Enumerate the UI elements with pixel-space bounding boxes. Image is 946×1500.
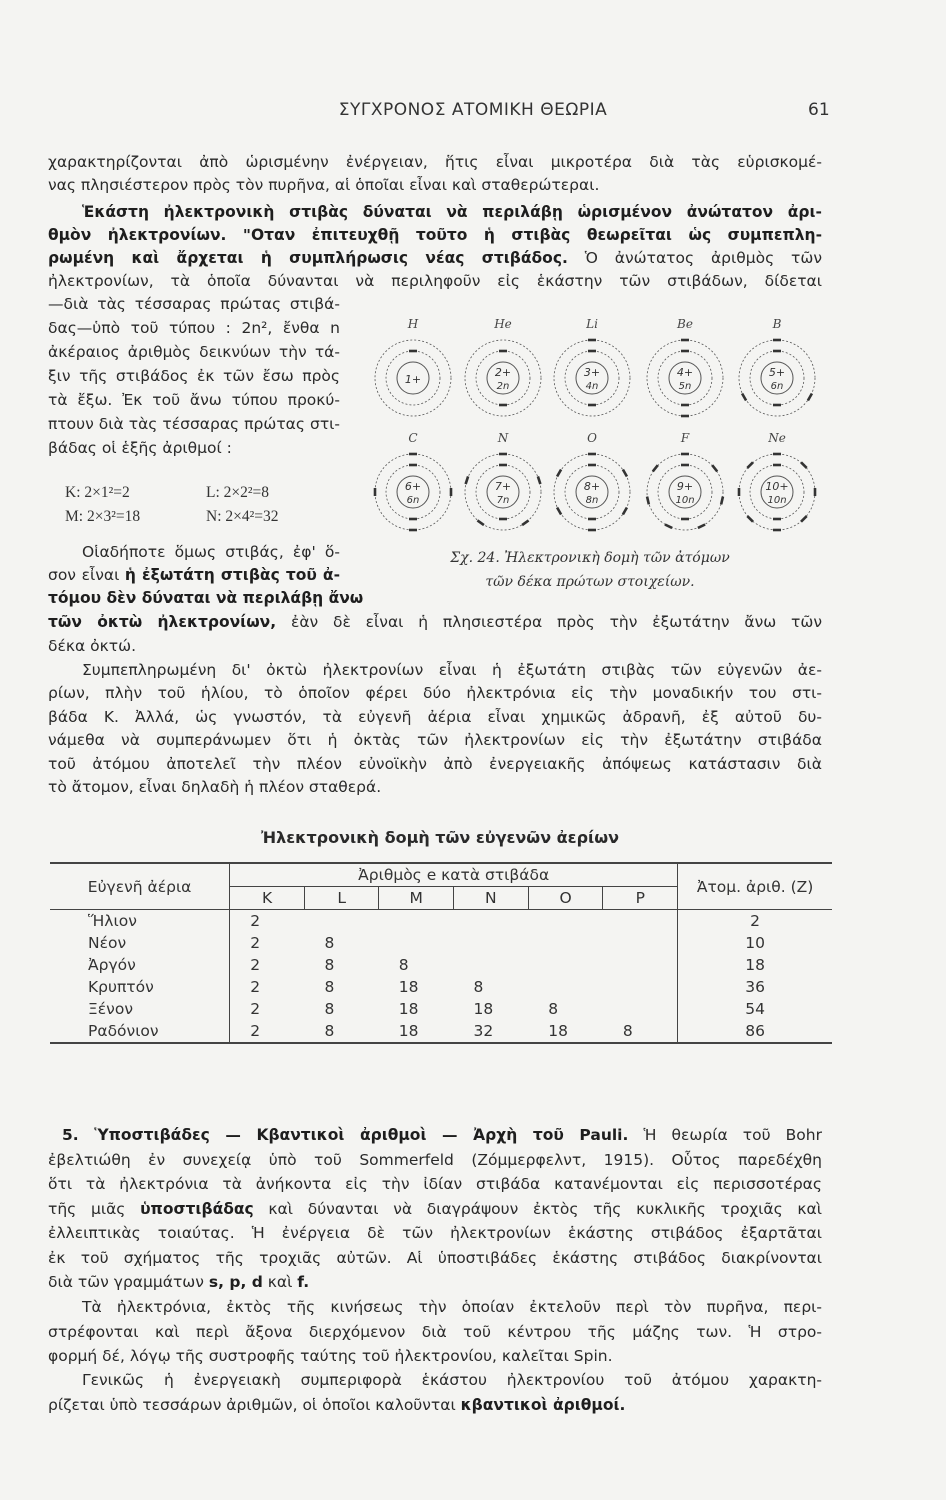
electron-count (603, 976, 678, 998)
electron-count: 32 (454, 1020, 529, 1043)
electron-count (603, 998, 678, 1020)
electron (588, 464, 596, 467)
text-line: τοῦ ἀτόμου ἀποτελεῖ τὴν πλέον εὐνοϊκὴν ἀπὸ ἐνεργειακῆς ἀπόψεως κατάστασιν διὰ (48, 754, 822, 773)
atom-symbol: B (772, 317, 782, 331)
atomic-number: 18 (678, 954, 832, 976)
text-line: τὸ ἄτομον, εἶναι δηλαδὴ ἡ πλέον σταθερά. (48, 778, 382, 796)
text-span: διὰ τῶν γραμμάτων (48, 1273, 209, 1291)
text-span: καὶ (262, 1273, 298, 1291)
proton-count: 10+ (765, 480, 789, 493)
electron (409, 453, 417, 456)
electron-count: 2 (250, 1000, 261, 1018)
header-shell-m: M (379, 887, 454, 910)
text-line: ἀκέραιος ἀριθμὸς δεικνύων τὴν τά- (48, 343, 340, 361)
electron (588, 404, 596, 407)
electron (681, 339, 689, 342)
electron (464, 476, 469, 484)
text-span: τῆς μιᾶς (48, 1199, 141, 1218)
text-line (48, 247, 822, 269)
electron-count: 8 (603, 1020, 678, 1043)
header-gas: Εὐγενῆ ἀέρια (50, 863, 230, 910)
electron-count: 2 (230, 1020, 305, 1043)
electron (588, 518, 596, 521)
electron (681, 464, 689, 467)
electron-count: 8 (305, 1020, 379, 1043)
neutron-count: 6n (770, 381, 784, 392)
electron (773, 453, 781, 456)
atom-symbol: He (494, 317, 512, 331)
page-number: 61 (808, 100, 830, 120)
header-shell-l: L (305, 887, 379, 910)
header-shell-n: N (454, 887, 529, 910)
text-line (48, 611, 822, 633)
text-line: δέκα ὀκτώ. (48, 637, 136, 655)
neutron-count: 4n (585, 381, 599, 392)
table-row (50, 910, 832, 933)
text-line: ὅτι τὰ ἠλεκτρόνια τὰ ἀνήκοντα εἰς τὴν ἰδίαν στιβάδα κατανέμονται εἰς περισσοτέρας (48, 1175, 822, 1193)
electron (711, 464, 718, 472)
atom-symbol: Be (677, 317, 693, 331)
gas-name: Νέον (50, 932, 230, 954)
neutron-count: 7n (496, 495, 510, 506)
text-line (48, 1394, 822, 1416)
electron-count (603, 954, 678, 976)
bold-text: ὑποστιβάδας (140, 1199, 254, 1218)
electron (588, 453, 596, 456)
bold-text: s, p, d (208, 1273, 263, 1291)
text-line (48, 1271, 822, 1293)
electron (664, 523, 672, 529)
table-row (50, 1020, 832, 1043)
text-line (48, 224, 822, 246)
electron (773, 518, 781, 521)
bold-text: Ἑκάστη ἠλεκτρονικὴ στιβὰς δύναται νὰ περιλάβῃ ὡρισμένον ἀνώτατον ἀρι- (82, 203, 822, 221)
proton-count: 6+ (404, 480, 422, 493)
electron (646, 496, 650, 504)
text-line: Συμπεπληρωμένη δι' ὀκτὼ ἠλεκτρονίων εἶναι ἡ ἐξωτάτη στιβὰς τῶν εὐγενῶν ἀε- (82, 661, 822, 679)
formula-m: M: 2×3²=18 (65, 508, 141, 525)
electron (622, 469, 628, 477)
electron-count (528, 954, 603, 976)
formula-k: K: 2×1²=2 (65, 484, 130, 501)
text-line: τὰ ἔξω. Ἐκ τοῦ ἄνω τύπου προκύ- (48, 391, 340, 409)
electron-count (454, 932, 529, 954)
electron-count: 18 (398, 978, 419, 996)
electron (652, 464, 659, 472)
proton-count: 9+ (676, 480, 694, 493)
electron-count (379, 932, 454, 954)
bold-text: τῶν ὀκτὼ ἠλεκτρονίων, (48, 613, 277, 631)
electron (499, 518, 507, 521)
electron (450, 488, 453, 496)
text-line: δας—ὑπὸ τοῦ τύπου : 2n², ἔνθα n (48, 319, 340, 337)
electron (741, 393, 747, 401)
table-row (50, 976, 832, 998)
electron (477, 519, 485, 526)
text-line: ρίων, πλὴν τοῦ ἡλίου, τὸ ὁποῖον φέρει δύο ἠλεκτρόνια εἰς τὴν μοναδικήν του στι- (48, 684, 822, 703)
neutron-count: 10n (675, 495, 695, 506)
electron (681, 415, 689, 418)
electron-count: 2 (250, 912, 261, 930)
running-header: ΣΥΓΧΡΟΝΟΣ ΑΤΟΜΙΚΗ ΘΕΩΡΙΑ (338, 100, 608, 120)
electron (409, 350, 417, 353)
electron-count: 8 (324, 934, 335, 952)
gas-name: Ραδόνιον (50, 1020, 230, 1043)
bold-text: ρωμένη καὶ ἄρχεται ἡ συμπλήρωσις νέας στιβάδος. (48, 249, 568, 267)
electron (374, 488, 377, 496)
bold-text: ἡ ἐξωτάτη στιβὰς τοῦ ἀ- (124, 566, 340, 584)
text-span: σον εἶναι (48, 566, 125, 584)
electron (588, 529, 596, 532)
electron-count: 2 (250, 978, 261, 996)
electron (773, 339, 781, 342)
electron-count: 8 (398, 956, 409, 974)
neutron-count: 10n (767, 495, 787, 506)
text-line: ξιν τῆς στιβάδος ἐκ τῶν ἔσω πρὸς (48, 367, 340, 385)
atom-symbol: O (587, 431, 597, 445)
text-line: ἠλεκτρονίων, τὰ ὁποῖα δύνανται νὰ περιληφοῦν εἰς ἑκάστην τῶν στιβάδων, δίδεται (48, 272, 822, 290)
bold-text: 5. Ὑποστιβάδες — Κβαντικοὶ ἀριθμοὶ — Ἀρχὴ τοῦ Pauli. (62, 1126, 629, 1144)
electron (556, 469, 562, 477)
electron (773, 464, 781, 467)
atomic-number: 10 (678, 932, 832, 954)
text-span: ἐὰν δὲ εἶναι ἡ πλησιεστέρα πρὸς τὴν ἐξωτάτην ἄνω τῶν (276, 613, 823, 631)
header-shell-k: K (230, 887, 305, 910)
text-span: Ὁ ἀνώτατος ἀριθμὸς τῶν (567, 249, 822, 267)
electron (681, 518, 689, 521)
proton-count: 5+ (768, 366, 786, 379)
proton-count: 4+ (676, 366, 694, 379)
electron-count (603, 932, 678, 954)
electron-count: 2 (250, 956, 261, 974)
electron (773, 529, 781, 532)
bold-text: f. (297, 1273, 310, 1291)
text-line: βάδας οἱ ἑξῆς ἀριθμοί : (48, 439, 232, 457)
electron (681, 350, 689, 353)
text-line: φορμή δέ, λόγῳ τῆς συστροφῆς ταύτης τοῦ ἠλεκτρονίου, καλεῖται Spin. (48, 1347, 613, 1365)
gas-name: Ἥλιον (50, 910, 230, 933)
electron-count: 18 (473, 1000, 494, 1018)
electron (746, 515, 753, 522)
text-line: Γενικῶς ἡ ἐνεργειακὴ συμπεριφορὰ ἑκάστου ἠλεκτρονίου τοῦ ἀτόμου χαρακτη- (82, 1371, 822, 1389)
electron-count: 8 (473, 978, 484, 996)
figure-caption-line1: Σχ. 24. Ἠλεκτρονικὴ δομὴ τῶν ἀτόμων (450, 550, 730, 566)
electron (521, 519, 529, 526)
electron (499, 350, 507, 353)
electron-count: 8 (548, 1000, 559, 1018)
text-line: ἐλλειπτικὰς τοιαύτας. Ἡ ἐνέργεια δὲ τῶν ἠλεκτρονίων ἑκάστης στιβάδος ἐξαρτᾶται (48, 1224, 822, 1242)
electron (800, 461, 807, 468)
electron-count (454, 910, 529, 933)
electron (773, 404, 781, 407)
text-span: καὶ δύνανται νὰ διαγράψουν ἐκτὸς τῆς κυκλικῆς τροχιᾶς καὶ (253, 1199, 822, 1218)
atom-symbol: C (408, 431, 418, 445)
proton-count: 1+ (404, 373, 422, 386)
electron (800, 515, 807, 522)
text-line (48, 564, 340, 586)
atom-symbol: N (497, 431, 509, 445)
electron (681, 404, 689, 407)
proton-count: 7+ (494, 480, 512, 493)
electron (499, 464, 507, 467)
atomic-number: 36 (678, 976, 832, 998)
proton-count: 8+ (583, 480, 601, 493)
atom-symbol: F (680, 431, 690, 445)
noble-gases-table (50, 862, 832, 1044)
text-line: Τὰ ἠλεκτρόνια, ἐκτὸς τῆς κινήσεως τὴν ὁποίαν ἐκτελοῦν περὶ τὸν πυρῆνα, περι- (82, 1298, 822, 1316)
gas-name: Ἀργόν (50, 954, 230, 976)
electron (807, 393, 813, 401)
text-line: Οἱαδήποτε ὅμως στιβάς, ἐφ' ὅ- (82, 543, 340, 561)
electron (499, 453, 507, 456)
formula-n: N: 2×4²=32 (206, 508, 279, 525)
neutron-count: 6n (406, 495, 420, 506)
text-line (82, 201, 822, 223)
text-line: χαρακτηρίζονται ἀπὸ ὡρισμένην ἐνέργειαν, ἥτις εἶναι μικροτέρα διὰ τὰς εὑρισκομέ- (48, 153, 822, 171)
neutron-count: 8n (585, 495, 599, 506)
atom-structure-figure (340, 310, 840, 540)
proton-count: 2+ (494, 366, 512, 379)
header-atomic-number: Ἀτομ. ἀριθ. (Z) (678, 863, 832, 910)
electron-count: 8 (324, 978, 335, 996)
formula-l: L: 2×2²=8 (206, 484, 270, 501)
atomic-number: 2 (678, 910, 832, 933)
electron (622, 507, 628, 515)
neutron-count: 2n (496, 381, 510, 392)
electron (537, 476, 542, 484)
electron (588, 339, 596, 342)
header-shell-o: O (528, 887, 603, 910)
electron-count: 18 (398, 1000, 419, 1018)
electron (409, 464, 417, 467)
bold-text: κβαντικοὶ ἀριθμοί. (460, 1395, 626, 1414)
electron (773, 350, 781, 353)
electron-count (528, 910, 603, 933)
electron (720, 496, 724, 504)
electron-count: 8 (324, 1000, 335, 1018)
gas-name: Κρυπτόν (50, 976, 230, 998)
neutron-count: 5n (678, 381, 692, 392)
text-line: νάμεθα νὰ συμπεράνωμεν ὅτι ἡ ὀκτὰς τῶν ἠλεκτρονίων εἰς τὴν ἐξωτάτην στιβάδα (48, 731, 822, 750)
text-span: Ἡ θεωρία τοῦ Bohr (628, 1126, 822, 1144)
electron (556, 507, 562, 515)
header-shell-p: P (603, 887, 678, 910)
figure-caption-line2: τῶν δέκα πρώτων στοιχείων. (485, 574, 695, 590)
text-line: βάδα K. Ἀλλά, ὡς γνωστόν, τὰ εὐγενῆ ἀέρια εἶναι χημικῶς ἀδρανῆ, ἐξ αὐτοῦ δυ- (48, 707, 822, 726)
electron-count (379, 910, 454, 933)
electron-count (528, 932, 603, 954)
electron-count: 2 (250, 934, 261, 952)
table-row (50, 932, 832, 954)
table-row (50, 954, 832, 976)
electron (681, 453, 689, 456)
atomic-number: 54 (678, 998, 832, 1020)
electron (588, 350, 596, 353)
electron (499, 404, 507, 407)
atom-symbol: H (407, 317, 419, 331)
bold-text: θμὸν ἠλεκτρονίων. "Οταν ἐπιτευχθῇ τοῦτο ἡ στιβὰς θεωρεῖται ὡς συμπεπλη- (48, 226, 822, 244)
text-line (48, 1198, 822, 1220)
atom-symbol: Ne (768, 431, 786, 445)
electron (746, 461, 753, 468)
text-line: ἐκ τοῦ σχήματος τῆς τροχιᾶς αὐτῶν. Αἱ ὑποστιβάδες ἑκάστης στιβάδος διακρίνονται (48, 1248, 822, 1267)
electron-count: 8 (324, 956, 335, 974)
electron-count (603, 910, 678, 933)
electron (409, 518, 417, 521)
electron-count (454, 954, 529, 976)
table-row (50, 998, 832, 1020)
text-line (48, 587, 364, 609)
electron (697, 523, 705, 529)
electron-count: 18 (528, 1020, 603, 1043)
text-line: στρέφονται καὶ περὶ ἄξονα διερχόμενον διὰ τοῦ κέντρου τῆς μάζης των. Ἡ στρο- (48, 1322, 822, 1341)
electron-count (528, 976, 603, 998)
proton-count: 3+ (583, 366, 601, 379)
gas-name: Ξένον (50, 998, 230, 1020)
electron (738, 488, 741, 496)
electron (409, 529, 417, 532)
electron-count: 18 (379, 1020, 454, 1043)
text-line: —διὰ τὰς τέσσαρας πρώτας στιβά- (48, 295, 340, 313)
table-title: Ἠλεκτρονικὴ δομὴ τῶν εὐγενῶν ἀερίων (260, 828, 620, 847)
text-line (62, 1124, 822, 1146)
text-line: νας πλησιέστερον πρὸς τὸν πυρῆνα, αἱ ὁποῖαι εἶναι καὶ σταθερώτεραι. (48, 175, 600, 194)
text-line: ἐβελτιώθη ἐν συνεχείᾳ ὑπὸ τοῦ Sommerfeld (Ζόμμερφελντ, 1915). Οὗτος παρεδέχθη (48, 1150, 822, 1169)
atomic-number: 86 (678, 1020, 832, 1043)
electron (814, 488, 817, 496)
text-line: πτουν διὰ τὰς τέσσαρας πρώτας στι- (48, 415, 340, 433)
header-electrons-per-shell: Ἀριθμὸς e κατὰ στιβάδα (230, 863, 678, 887)
electron-count (305, 910, 379, 933)
bold-text: τόμου δὲν δύναται νὰ περιλάβῃ ἄνω (48, 589, 364, 607)
text-span: ρίζεται ὑπὸ τεσσάρων ἀριθμῶν, οἱ ὁποῖοι καλοῦνται (48, 1395, 461, 1414)
atom-symbol: Li (586, 317, 598, 331)
